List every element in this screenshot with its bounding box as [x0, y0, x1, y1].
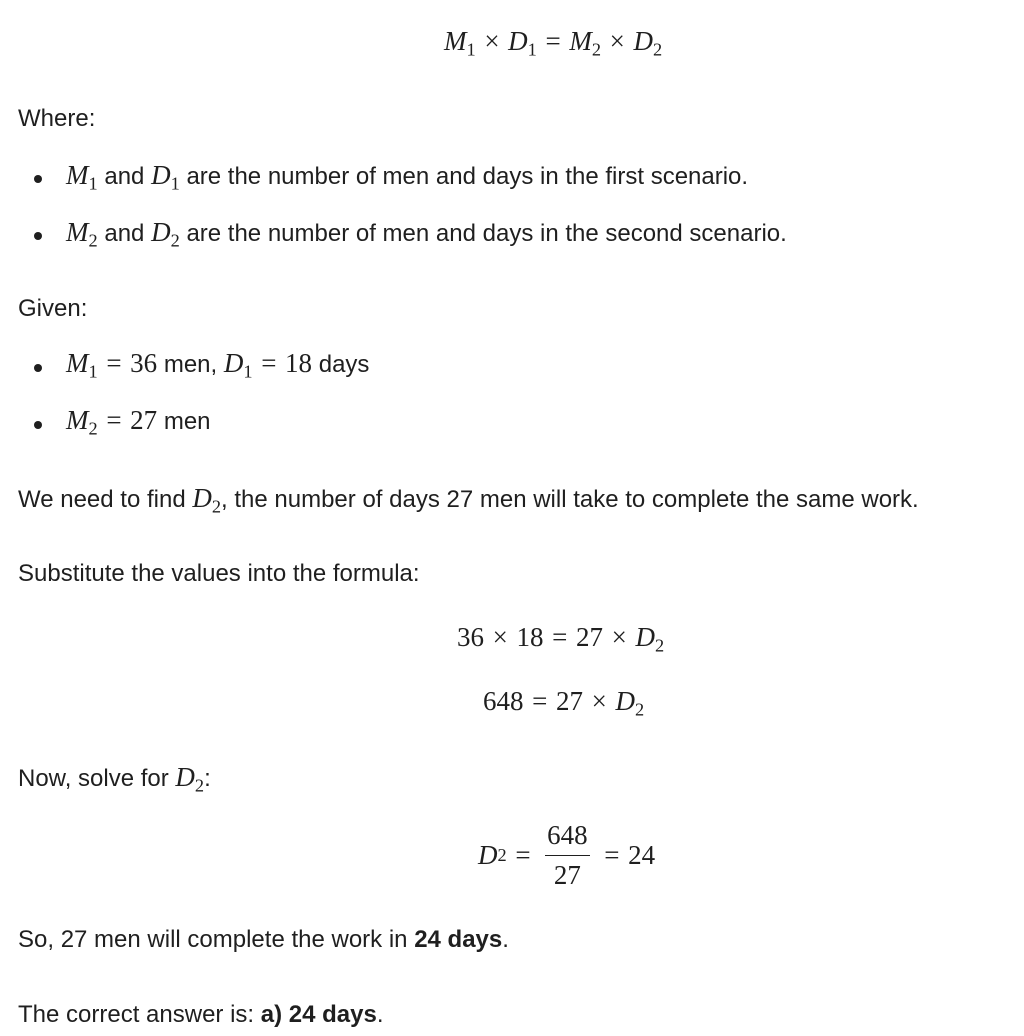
main-formula: $M_1 \times D_1 = M_2 \times D_2$ [444, 26, 663, 60]
equation-simplified: $648 = 27 \times D_2$ [483, 686, 645, 720]
bullet-icon [34, 421, 42, 429]
fraction: $\frac{648}{27}$ [547, 819, 588, 890]
given-item-2: $M_2 = 27$ men [66, 405, 211, 439]
answer-text: The correct answer is: a) 24 days. [18, 1001, 384, 1028]
bullet-icon [34, 175, 42, 183]
substitute-text: Substitute the values into the formula: [18, 560, 420, 587]
where-label: Where: [18, 105, 96, 132]
where-item-1: $M_1$ and $D_1$ are the number of men and days in the first scenario. [66, 160, 749, 194]
conclusion-text: So, 27 men will complete the work in 24 days. [18, 926, 509, 953]
bullet-icon [34, 364, 42, 372]
given-label: Given: [18, 295, 88, 322]
where-item-2: $M_2$ and $D_2$ are the number of men and days in the second scenario. [66, 217, 787, 251]
bullet-icon [34, 232, 42, 240]
solve-for-text: Now, solve for $D_2$: [18, 762, 211, 796]
given-item-1: $M_1 = 36$ men, $D_1 = 18$ days [66, 348, 370, 382]
need-to-find-text: We need to find $D_2$, the number of days 27 men will take to complete the same work. [18, 483, 919, 517]
equation-solution: D 2 = $\frac{648}{27}$ = 24 [478, 819, 656, 890]
equation-substituted: $36 \times 18 = 27 \times D_2$ [457, 622, 665, 656]
